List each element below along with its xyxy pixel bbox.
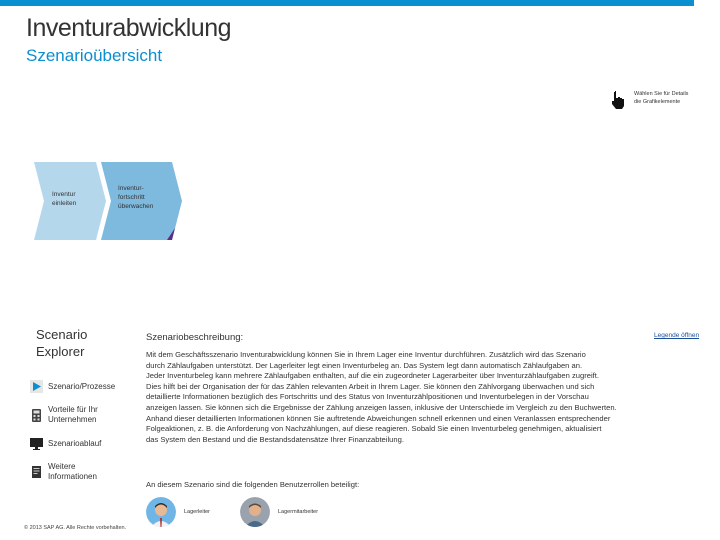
description-text [146, 350, 712, 445]
process-step-1-line-1: Inventur [52, 191, 76, 198]
nav-item-label: Szenarioablauf [48, 438, 102, 448]
hint-line-2: die Grafikelemente [634, 99, 681, 105]
play-arrow-icon [30, 380, 43, 393]
role-lagerleiter[interactable] [146, 497, 210, 527]
avatar [146, 497, 176, 527]
description-line: detaillierte Informationen bezüglich des Fortschritts und des Status von Inventurzählpositionen und Inventurbelegen in der Vorschau [146, 392, 589, 402]
hint-line-1: Wählen Sie für Details [634, 91, 689, 97]
description-line: anzeigen lassen. Sie können sich die Ergebnisse der Zählung anzeigen lassen, inklusive der Unterschiede im Vergleich zu den Buchwerten. [146, 402, 617, 412]
copyright-notice: © 2013 SAP AG. Alle Rechte vorbehalten. [24, 525, 127, 531]
description-line: Anhand dieser detaillierten Informationen können Sie auftretende Abweichungen schnell erkennen und einen Veranlassen entsprechender [146, 413, 611, 423]
avatar [240, 497, 270, 527]
document-icon [30, 466, 43, 479]
process-step-2-label[interactable] [118, 184, 153, 211]
page-subtitle: Szenarioübersicht [26, 46, 163, 65]
nav-item-label-line-2: Unternehmen [48, 415, 97, 424]
process-step-2-line-2: fortschritt [118, 194, 145, 201]
monitor-icon [30, 437, 43, 450]
process-step-2-line-1: Inventur- [118, 185, 144, 192]
process-step-1-line-2: einleiten [52, 200, 77, 207]
nav-item-label: Szenario/Prozesse [48, 381, 116, 391]
description-line: Mit dem Geschäftsszenario Inventurabwicklung können Sie in Ihrem Lager eine Inventur durchführen. Zusätzlich wird das Szenario [146, 350, 586, 359]
description-line: Dies hilft bei der Organisation der für das Zählen relevanten Arbeit in Ihrem Lager. Sie können den Zählvorgang überwachen und sich [146, 381, 595, 391]
role-label: Lagerleiter [184, 509, 210, 515]
description-line: Jeder Inventurbeleg kann mehrere Zählaufgaben enthalten, auf die ein zugeordneter Lagerarbeiter über Inventurzählaufgaben zugreift. [146, 371, 599, 381]
nav-item-szenarioablauf[interactable] [30, 437, 101, 450]
scenario-explorer-title [36, 326, 87, 360]
nav-item-label-line-1: Weitere [48, 462, 76, 471]
role-lagermitarbeiter[interactable] [240, 497, 318, 527]
description-heading: Szenariobeschreibung: [146, 332, 244, 343]
page-title: Inventurabwicklung [26, 14, 232, 42]
nav-item-szenario-prozesse[interactable] [30, 380, 115, 393]
hand-pointer-icon [608, 90, 628, 110]
description-line: Folgeaktionen, z. B. die Anforderung von Nachzählungen, auf diese reagieren. Sobald Sie einen Inventurbeleg genehmigen, aktualisiert [146, 424, 602, 434]
roles-heading: An diesem Szenario sind die folgenden Benutzerrollen beteiligt: [146, 480, 360, 489]
top-accent-bar [0, 0, 694, 6]
click-hint [608, 90, 716, 110]
nav-item-label-line-1: Vorteile für Ihr [48, 405, 98, 414]
process-step-1-label[interactable] [52, 190, 76, 208]
calculator-icon [30, 409, 43, 422]
process-flow [34, 162, 184, 240]
description-line: das System den Bestand und die Bestandsdatensätze Ihrer Finanzabteilung. [146, 434, 404, 444]
legend-open-link[interactable]: Legende öffnen [654, 332, 700, 339]
nav-item-weitere-informationen[interactable] [30, 462, 97, 482]
description-line: durch Zählaufgaben unterstützt. Der Lagerleiter legt einen Inventurbeleg an. Das System legt dann automatisch Zählaufgaben an. [146, 360, 583, 370]
nav-item-label-line-2: Informationen [48, 472, 97, 481]
nav-item-vorteile[interactable] [30, 405, 98, 425]
process-step-2-line-3: überwachen [118, 203, 154, 210]
explorer-title-line-2: Explorer [36, 344, 85, 359]
explorer-title-line-1: Scenario [36, 327, 88, 342]
role-label: Lagermitarbeiter [278, 509, 319, 515]
